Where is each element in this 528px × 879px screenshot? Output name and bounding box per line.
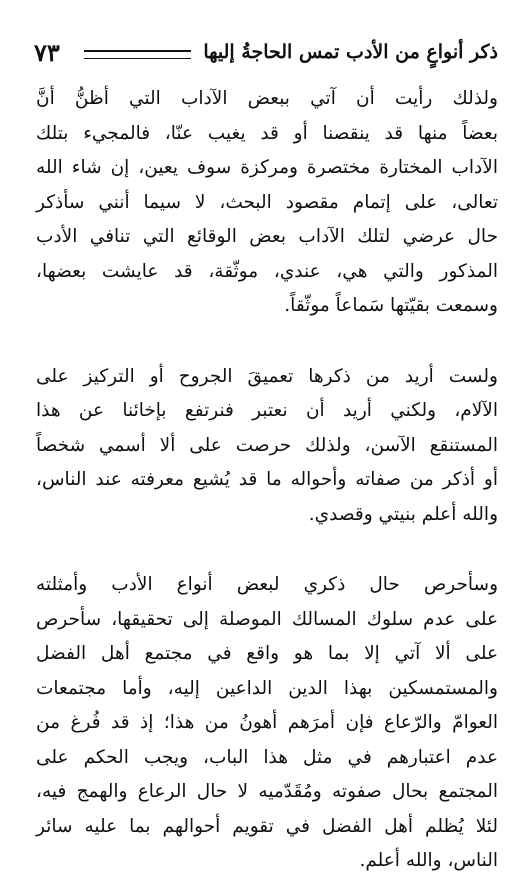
text-line: والله أعلم بنيتي وقصدي. — [308, 503, 498, 525]
paragraph-gap — [36, 324, 498, 360]
text-line: عدم اعتبارهم في مثل هذا الباب، ويجب الحكم على — [36, 746, 498, 768]
header-rule — [84, 50, 191, 59]
text-line: الناس، والله أعلم. — [359, 850, 498, 871]
page-number: ٧٣ — [34, 37, 60, 67]
text-line: لئلا يُظلم أهل الفضل في تقويم أحوالهم بما عليه سائر — [36, 815, 498, 837]
paragraph-1 — [36, 82, 498, 324]
text-line: بعضاً منها قد ينقصنا أو قد يغيب عنّا، فالمجيء بتلك — [36, 122, 498, 144]
paragraph-3 — [36, 568, 498, 879]
running-title: ذكر أنواعٍ من الأدب تمس الحاجةُ إليها — [203, 41, 498, 63]
text-line: على ألا آتي إلا بما هو واقع في مجتمع أهل الفضل — [36, 643, 498, 664]
text-line: العوامّ والرّعاع فإن أمرَهم أهونُ من هذا؛ إذ قد فُرغ من — [36, 712, 498, 733]
page-header — [34, 34, 498, 70]
text-line: على عدم سلوك المسالك الموصلة إلى تحقيقها، سأحرص — [36, 608, 498, 630]
text-line: والمستمسكين بهذا الدين الداعين إليه، وأما مجتمعات — [36, 677, 498, 699]
text-line: تعالى، على إتمام مقصود البحث، لا سيما أنني سأذكر — [36, 191, 498, 213]
text-line: حال عرضي لتلك الآداب بعض الوقائع التي تنافي الأدب — [36, 226, 498, 247]
text-line: وسمعت بقيّتها سَماعاً موثّقاً. — [284, 295, 498, 316]
text-line: المجتمع بحال صفوته ومُقَدّميه لا حال الرعاع والهمج فيه، — [36, 781, 498, 802]
paragraph-2 — [36, 360, 498, 533]
text-line: ولذلك رأيت أن آتي ببعض الآداب التي أظنُّ أنَّ — [36, 88, 498, 109]
text-line: المذكور والتي هي، عندي، موثّقة، قد عايشت بعضها، — [36, 260, 498, 282]
text-line: ولست أريد من ذكرها تعميقَ الجروح أو التركيز على — [36, 365, 498, 387]
text-line: الآلام، ولكني أريد أن نعتبر فنرتفع بإخائنا عن هذا — [36, 400, 498, 421]
text-line: المستنقع الآسن، ولذلك حرصت على ألا أسمي شخصاً — [36, 434, 498, 456]
text-line: الآداب المختارة مختصرة ومركزة سوف يعين، إن شاء الله — [36, 157, 498, 178]
text-line: أو أذكر من صفاته وأحواله ما قد يُشيع معرفته عند الناس، — [36, 469, 498, 490]
paragraph-gap — [36, 532, 498, 568]
text-line: وسأحرص حال ذكري لبعض أنواع الأدب وأمثلته — [36, 574, 498, 595]
body-text — [36, 82, 498, 879]
